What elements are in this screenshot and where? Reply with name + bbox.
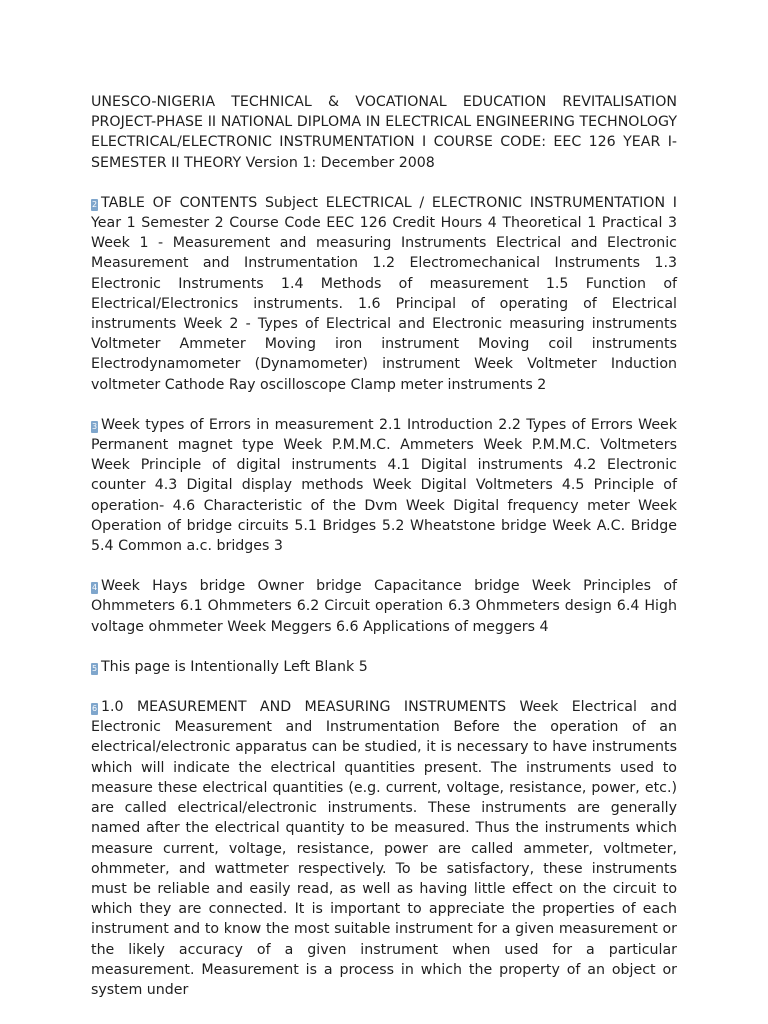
page-number-marker[interactable]: 2 xyxy=(91,199,98,209)
section-text: This page is Intentionally Left Blank 5 xyxy=(101,658,368,675)
page-number-marker[interactable]: 3 xyxy=(91,421,98,431)
section-paragraph xyxy=(91,657,677,677)
section-text: Week Hays bridge Owner bridge Capacitance bridge Week Principles of Ohmmeters 6.1 Ohmmeters 6.2 Circuit operation 6.3 Ohmmeters design 6.4 High voltage ohmmeter Week Meggers 6.6 Applications of meggers 4 xyxy=(91,578,677,635)
section-paragraph xyxy=(91,697,677,1000)
section-text: 1.0 MEASUREMENT AND MEASURING INSTRUMENTS Week Electrical and Electronic Measurement and Instrumentation Before the operation of an electrical/electronic apparatus can be studied, it is necessary to have instruments which will indicate the electrical quantities present. The instruments used to measure these electrical quantities (e.g. current, voltage, resistance, power, etc.) are called electrical/electronic instruments. These instruments are generally named after the electrical quantity to be measured. Thus the instruments which measure current, voltage, resistance, power are called ammeter, voltmeter, ohmmeter, and wattmeter respectively. To be satisfactory, these instruments must be reliable and easily read, as well as having little effect on the circuit to which they are connected. It is important to appreciate the properties of each instrument and to know the most suitable instrument for a given measurement or the likely accuracy of a given instrument when used for a particular measurement. Measurement is a process in which the property of an object or system under xyxy=(91,699,677,998)
page-number-marker[interactable]: 6 xyxy=(91,704,98,714)
page-number-marker[interactable]: 5 xyxy=(91,663,98,673)
section-text: Week types of Errors in measurement 2.1 Introduction 2.2 Types of Errors Week Permanent magnet type Week P.M.M.C. Ammeters Week P.M.M.C. Voltmeters Week Principle of digital instruments 4.1 Digital instruments 4.2 Electronic counter 4.3 Digital display methods Week Digital Voltmeters 4.5 Principle of operation- 4.6 Characteristic of the Dvm Week Digital frequency meter Week Operation of bridge circuits 5.1 Bridges 5.2 Wheatstone bridge Week A.C. Bridge 5.4 Common a.c. bridges 3 xyxy=(91,416,677,555)
page-number-marker[interactable]: 4 xyxy=(91,583,98,593)
title-paragraph: UNESCO-NIGERIA TECHNICAL & VOCATIONAL EDUCATION REVITALISATION PROJECT-PHASE II NATIONAL DIPLOMA IN ELECTRICAL ENGINEERING TECHNOLOGY ELECTRICAL/ELECTRONIC INSTRUMENTATION I COURSE CODE: EEC 126 YEAR I- SEMESTER II THEORY Version 1: December 2008 xyxy=(91,94,677,171)
section-text: TABLE OF CONTENTS Subject ELECTRICAL / ELECTRONIC INSTRUMENTATION I Year 1 Semester 2 Course Code EEC 126 Credit Hours 4 Theoretical 1 Practical 3 Week 1 - Measurement and measuring Instruments Electrical and Electronic Measurement and Instrumentation 1.2 Electromechanical Instruments 1.3 Electronic Instruments 1.4 Methods of measurement 1.5 Function of Electrical/Electronics instruments. 1.6 Principal of operating of Electrical instruments Week 2 - Types of Electrical and Electronic measuring instruments Voltmeter Ammeter Moving iron instrument Moving coil instruments Electrodynamometer (Dynamometer) instrument Week Voltmeter Induction voltmeter Cathode Ray oscilloscope Clamp meter instruments 2 xyxy=(91,194,677,393)
section-paragraph xyxy=(91,415,677,556)
section-paragraph xyxy=(91,193,677,395)
section-paragraph xyxy=(91,576,677,637)
document-page xyxy=(91,92,677,1020)
